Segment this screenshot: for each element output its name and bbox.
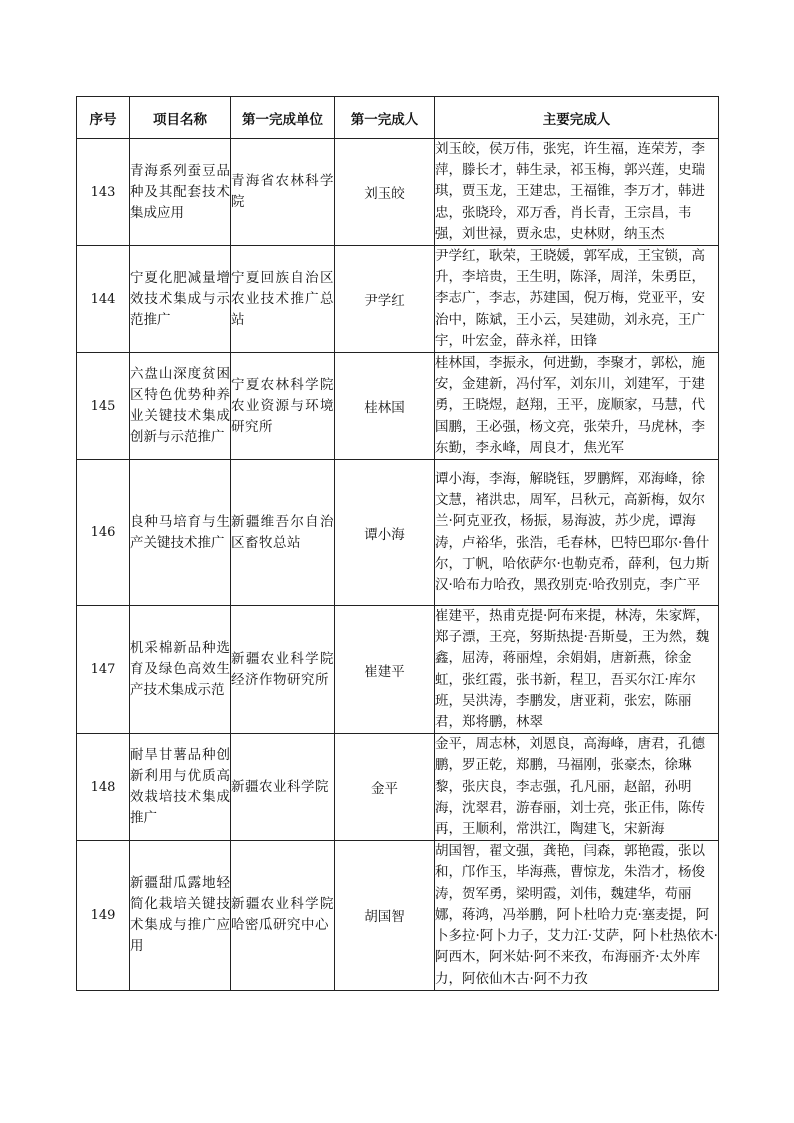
- row-no: 149: [77, 841, 130, 990]
- main-members: 崔建平，热甫克提·阿布来提，林涛，朱家辉，郑子漂，王亮，努斯热提·吾斯曼，王为然，魏鑫，屈涛，蒋丽煌，余娟娟，唐新燕，徐金虹，张红霞，张书新，程卫，吾买尔江·库尔班，吴洪涛，李鹏发，唐亚莉，张宏，陈丽君，郑将鹏，林翠: [435, 606, 719, 734]
- row-no: 146: [77, 460, 130, 606]
- main-members: 尹学红，耿荣，王晓媛，郭军成，王宝锁，高升，李培贵，王生明，陈泽，周洋，朱勇臣，李志广，李志，苏建国，倪万梅，党亚平，安治中，陈斌，王小云，吴建勋，刘永亮，王广宇，叶宏金，薛永祥，田锋: [435, 246, 719, 353]
- project-name: 耐旱甘薯品种创新利用与优质高效栽培技术集成推广: [130, 734, 231, 841]
- table-row: [77, 734, 719, 841]
- first-unit: 新疆农业科学院哈密瓜研究中心: [231, 841, 335, 990]
- main-members: 桂林国，李振永，何进勤，李聚才，郭松，施安，金建新，冯付军，刘东川，刘建军，于建勇，王晓煜，赵翔，王平，庞顺家，马慧，代国鹏，王必强，杨文亮，张荣升，马虎林，李东勤，李永峰，周良才，焦光军: [435, 353, 719, 460]
- header-members: 主要完成人: [435, 97, 719, 139]
- first-unit: 新疆农业科学院经济作物研究所: [231, 606, 335, 734]
- header-unit: 第一完成单位: [231, 97, 335, 139]
- main-members: 胡国智，翟文强，龚艳，闫森，郭艳霞，张以和，邝作玉，毕海燕，曹惊龙，朱浩才，杨俊涛，贺军勇，梁明霞，刘伟，魏建华，苟丽娜，蒋鸿，冯举鹏，阿卜杜哈力克·塞麦提，阿卜多拉·阿卜力子，艾力江·艾萨，阿卜杜热依木·阿西木，阿米姑·阿不来孜，布海丽齐·太外库力，阿依仙木古·阿不力孜: [435, 841, 719, 990]
- first-unit: 青海省农林科学院: [231, 139, 335, 246]
- first-unit: 新疆农业科学院: [231, 734, 335, 841]
- first-unit: 宁夏农林科学院农业资源与环境研究所: [231, 353, 335, 460]
- project-name: 青海系列蚕豆品种及其配套技术集成应用: [130, 139, 231, 246]
- first-unit: 新疆维吾尔自治区畜牧总站: [231, 460, 335, 606]
- table-row: [77, 139, 719, 246]
- first-unit: 宁夏回族自治区农业技术推广总站: [231, 246, 335, 353]
- main-members: 刘玉皎，侯万伟，张宪，许生福，连荣芳，李萍，滕长才，韩生录，祁玉梅，郭兴莲，史瑞琪，贾玉龙，王建忠，王福锥，李万才，韩进忠，张晓玲，邓万香，肖长青，王宗昌，韦强，刘世禄，贾永忠，史林财，纳玉杰: [435, 139, 719, 246]
- first-person: 金平: [335, 734, 435, 841]
- main-members: 谭小海，李海，解晓钰，罗鹏辉，邓海峰，徐文慧，褚洪忠，周军，吕秋元，高新梅，奴尔兰·阿克亚孜，杨振，易海波，苏少虎，谭海涛，卢裕华，张浩，毛春林，巴特巴耶尔·鲁什尔，丁帆，哈依萨尔·也勒克希，薛利，包力斯汉·哈布力哈孜，黑孜别克·哈孜别克，李广平: [435, 460, 719, 606]
- table-row: [77, 606, 719, 734]
- row-no: 148: [77, 734, 130, 841]
- first-person: 刘玉皎: [335, 139, 435, 246]
- project-name: 良种马培育与生产关键技术推广: [130, 460, 231, 606]
- table-row: [77, 841, 719, 990]
- header-name: 项目名称: [130, 97, 231, 139]
- first-person: 胡国智: [335, 841, 435, 990]
- project-name: 六盘山深度贫困区特色优势种养业关键技术集成创新与示范推广: [130, 353, 231, 460]
- project-name: 宁夏化肥减量增效技术集成与示范推广: [130, 246, 231, 353]
- row-no: 143: [77, 139, 130, 246]
- awards-table: [76, 96, 719, 991]
- table-row: [77, 353, 719, 460]
- first-person: 崔建平: [335, 606, 435, 734]
- main-members: 金平，周志林，刘恩良，高海峰，唐君，孔德鹏，罗正乾，郑鹏，马福刚，张豪杰，徐琳黎，张庆良，李志强，孔凡丽，赵韶，孙明海，沈翠君，游春丽，刘士亮，张正伟，陈传再，王顺利，常洪江，陶建飞，宋新海: [435, 734, 719, 841]
- table-row: [77, 460, 719, 606]
- project-name: 新疆甜瓜露地轻简化栽培关键技术集成与推广应用: [130, 841, 231, 990]
- project-name: 机采棉新品种选育及绿色高效生产技术集成示范: [130, 606, 231, 734]
- header-row: [77, 97, 719, 139]
- header-no: 序号: [77, 97, 130, 139]
- row-no: 147: [77, 606, 130, 734]
- row-no: 145: [77, 353, 130, 460]
- header-leader: 第一完成人: [335, 97, 435, 139]
- first-person: 尹学红: [335, 246, 435, 353]
- table-row: [77, 246, 719, 353]
- row-no: 144: [77, 246, 130, 353]
- first-person: 谭小海: [335, 460, 435, 606]
- first-person: 桂林国: [335, 353, 435, 460]
